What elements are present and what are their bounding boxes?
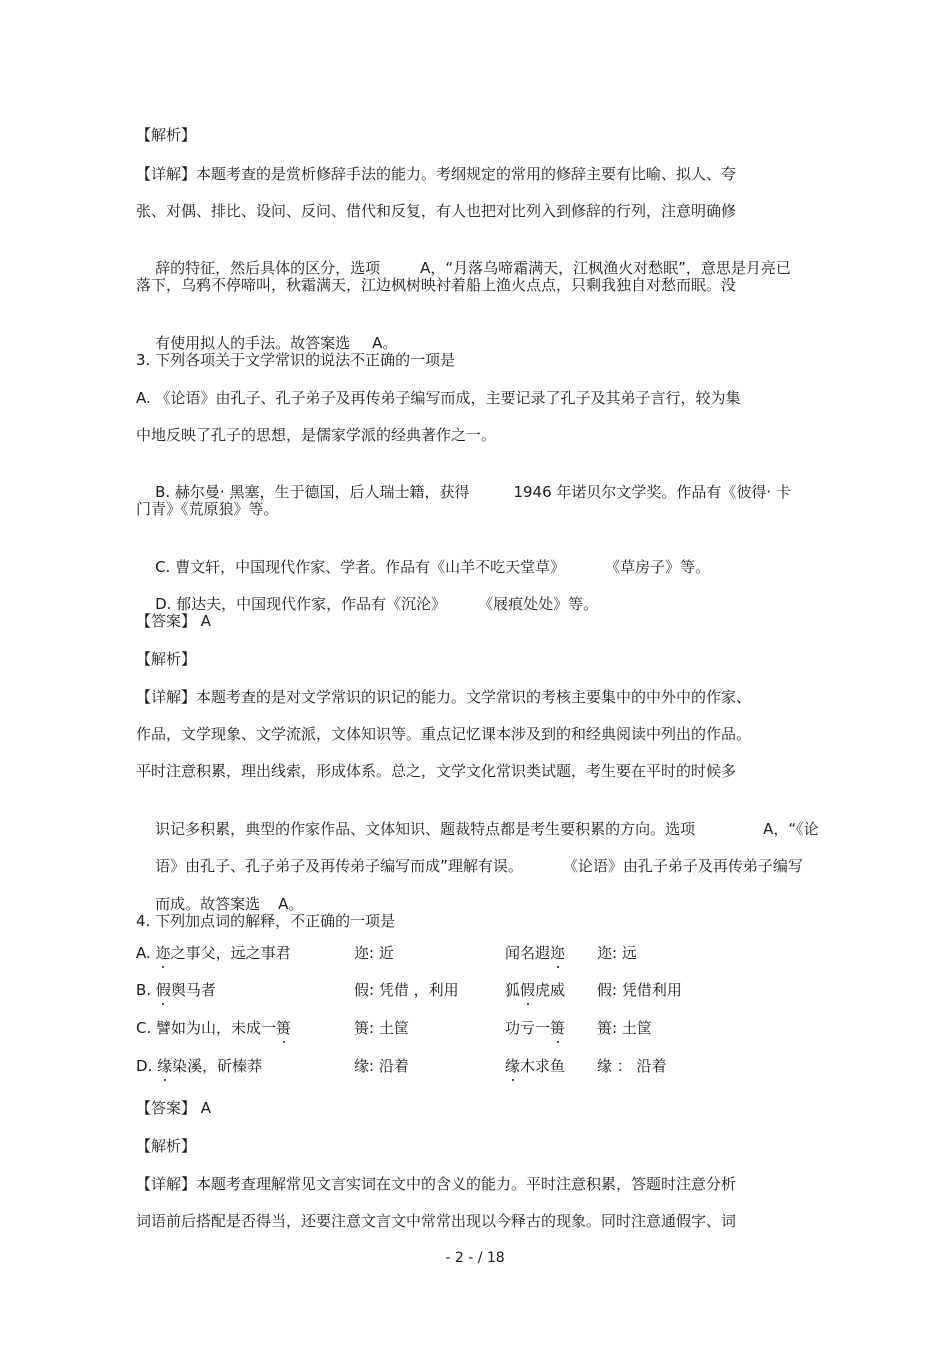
detail-line: 【详解】本题考查的是对文学常识的识记的能力。文学常识的考核主要集中的中外中的作家、 — [136, 688, 752, 706]
option-sentence — [136, 1056, 262, 1076]
option-sentence — [136, 1018, 291, 1038]
text-span: 1946 年诺贝尔文学奖。作品有《彼得· 卡 — [513, 483, 791, 501]
option-gloss: 迩: 近 — [354, 944, 394, 962]
text-span: A，“《论 — [763, 820, 819, 838]
text-span: 语》由孔子、孔子弟子及再传弟子编写而成”理解有误。 — [155, 857, 523, 875]
text-span: B. — [136, 981, 156, 999]
dotted-char: 假 — [155, 981, 171, 999]
text-span: A. — [136, 944, 156, 962]
text-span: 而成。故答案选 — [155, 895, 261, 913]
detail-line: 【详解】本题考查的是赏析修辞手法的能力。考纲规定的常用的修辞主要有比喻、拟人、夸 — [136, 165, 737, 183]
dotted-char: 篑 — [550, 1019, 566, 1037]
answer-3: 【答案】 A — [136, 612, 212, 630]
analysis-heading: 【解析】 — [136, 126, 197, 144]
analysis-heading: 【解析】 — [136, 1137, 197, 1155]
option-sentence — [136, 980, 216, 1000]
answer-4: 【答案】 A — [136, 1099, 212, 1117]
text-span: 《屐痕处处》等。 — [478, 595, 599, 613]
option-gloss: 缘 ： 沿着 — [597, 1057, 667, 1075]
text-span: 功亏一 — [505, 1019, 551, 1037]
text-span: A。 — [372, 334, 398, 352]
dotted-char: 缘 — [505, 1057, 521, 1075]
option-gloss: 篑: 土筐 — [597, 1019, 652, 1037]
option-sentence — [505, 980, 565, 1000]
text-span: D. — [136, 1057, 158, 1075]
dotted-char: 假 — [520, 981, 536, 999]
option-sentence — [505, 1056, 565, 1076]
question-3-option-a-cont: 中地反映了孔子的思想，是儒家学派的经典著作之一。 — [136, 426, 497, 444]
text-span: A。 — [278, 895, 304, 913]
question-3-option-a: A. 《论语》由孔子、孔子弟子及再传弟子编写而成，主要记录了孔子及其弟子言行，较为集 — [136, 389, 741, 407]
text-span: B. 赫尔曼· 黑塞，生于德国，后人瑞士籍，获得 — [155, 483, 470, 501]
text-span: D. 郁达夫，中国现代作家，作品有《沉沦》 — [155, 595, 447, 613]
text-span: 识记多积累，典型的作家作品、文体知识、题裁特点都是考生要积累的方向。选项 — [155, 820, 696, 838]
text-span: 狐 — [505, 981, 521, 999]
analysis-heading: 【解析】 — [136, 650, 197, 668]
detail-line: 作品，文学现象、文学流派，文体知识等。重点记忆课本涉及到的和经典阅读中列出的作品。 — [136, 725, 752, 743]
text-span: 有使用拟人的手法。故答案选 — [155, 334, 351, 352]
text-span: A，“月落乌啼霜满天，江枫渔火对愁眠”，意思是月亮已 — [420, 259, 791, 277]
dotted-char: 迩 — [550, 944, 566, 962]
text-span: C. 譬如为山，未成一 — [136, 1019, 277, 1037]
detail-line: 平时注意积累，理出线索，形成体系。总之，文学文化常识类试题，考生要在平时的时候多 — [136, 762, 737, 780]
text-span: 之事父，远之事君 — [170, 944, 291, 962]
text-span: 舆马者 — [170, 981, 216, 999]
question-3-stem: 3. 下列各项关于文学常识的说法不正确的一项是 — [136, 351, 456, 369]
detail-line: 词语前后搭配是否得当，还要注意文言文中常常出现以今释古的现象。同时注意通假字、词 — [136, 1212, 737, 1230]
option-gloss: 缘: 沿着 — [354, 1057, 409, 1075]
question-3-option-b-cont: 门青》《荒原狼》等。 — [136, 500, 279, 518]
text-span: 《草房子》等。 — [605, 558, 711, 576]
detail-line: 张、对偶、排比、设问、反问、借代和反复，有人也把对比列入到修辞的行列，注意明确修 — [136, 202, 737, 220]
text-span: C. 曹文轩，中国现代作家、学者。作品有《山羊不吃天堂草》 — [155, 558, 566, 576]
detail-line: 落下，乌鸦不停啼叫，秋霜满天，江边枫树映衬着船上渔火点点，只剩我独自对愁而眠。没 — [136, 276, 737, 294]
dotted-char: 篑 — [276, 1019, 292, 1037]
option-sentence — [505, 943, 565, 963]
dotted-char: 缘 — [157, 1057, 173, 1075]
option-sentence — [136, 943, 291, 963]
option-sentence — [505, 1018, 565, 1038]
dotted-char: 迩 — [155, 944, 171, 962]
question-4-stem: 4. 下列加点词的解释，不正确的一项是 — [136, 912, 396, 930]
option-gloss: 篑: 土筐 — [354, 1019, 409, 1037]
text-span: 辞的特征，然后具体的区分，选项 — [155, 259, 381, 277]
text-span: 木求鱼 — [520, 1057, 566, 1075]
text-span: 染溪，斫榛莽 — [172, 1057, 263, 1075]
text-span: 虎威 — [535, 981, 566, 999]
option-gloss: 假: 凭借利用 — [597, 981, 682, 999]
text-span: 闻名遐 — [505, 944, 551, 962]
text-span: 《论语》由孔子弟子及再传弟子编写 — [562, 857, 803, 875]
detail-line: 【详解】本题考查理解常见文言实词在文中的含义的能力。平时注意积累，答题时注意分析 — [136, 1175, 737, 1193]
page-number: - 2 - / 18 — [445, 1250, 505, 1266]
option-gloss: 假: 凭借 ，利用 — [354, 981, 459, 999]
option-gloss: 迩: 远 — [597, 944, 637, 962]
